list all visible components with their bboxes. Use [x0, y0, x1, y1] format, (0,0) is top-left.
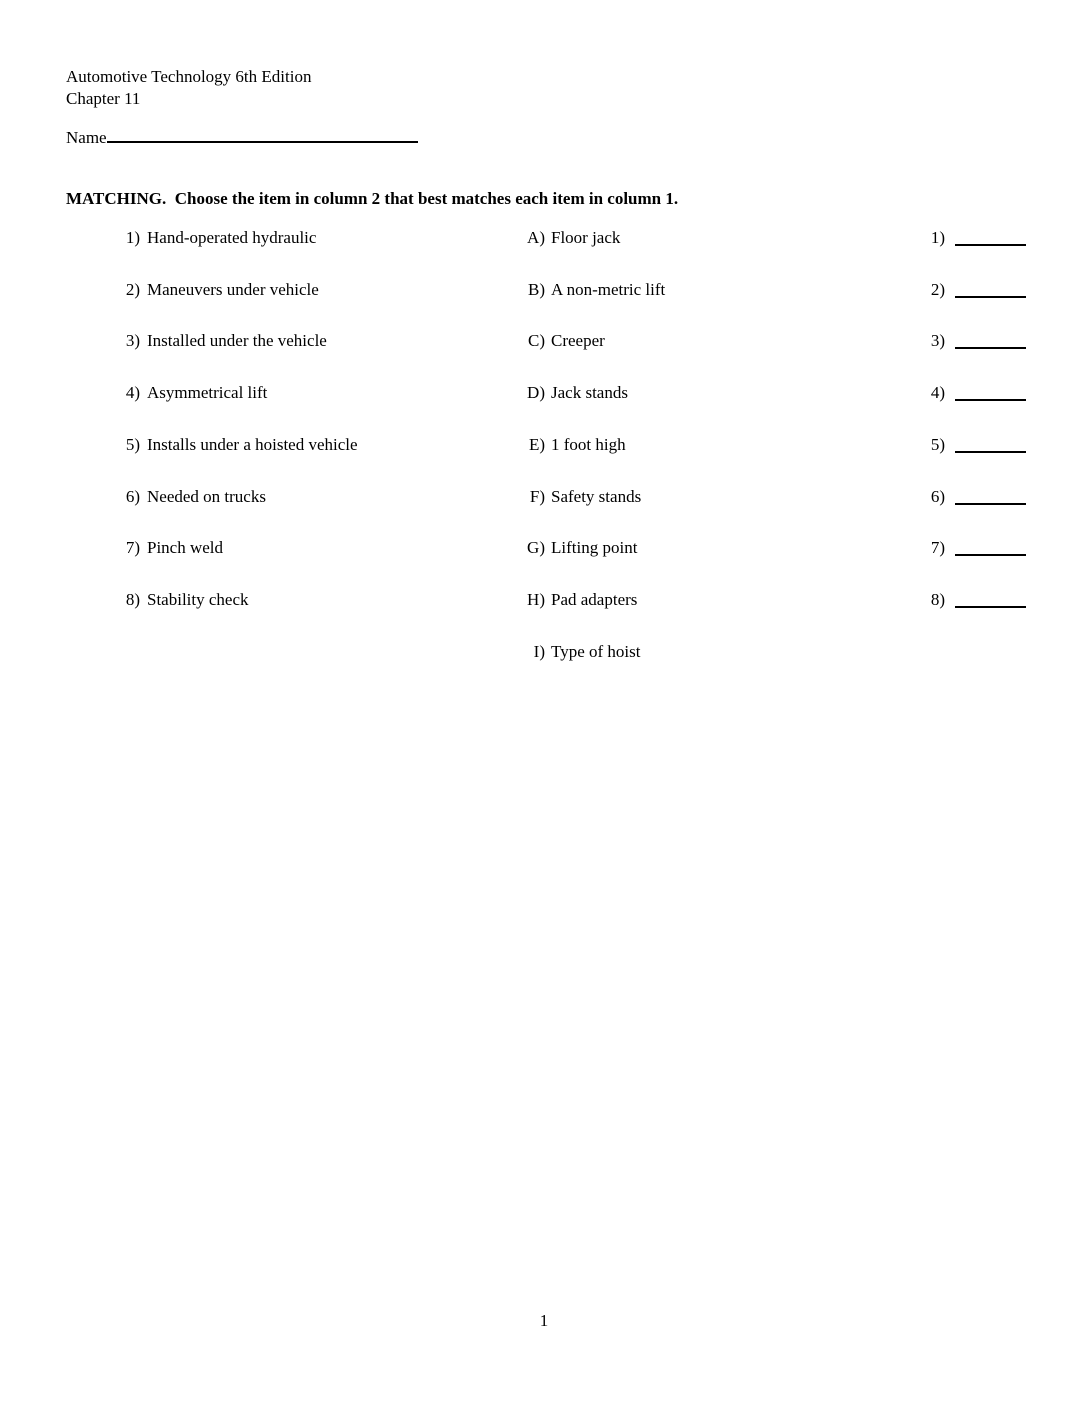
col1-number: 8) — [125, 590, 140, 609]
col2-item: Type of hoist — [551, 642, 641, 661]
match-row-5 — [0, 434, 1088, 456]
col1-number: 1) — [125, 228, 140, 247]
name-blank-line[interactable] — [107, 124, 418, 143]
answer-number: 5) — [930, 435, 945, 454]
col2-letter: F) — [529, 487, 545, 506]
match-row-7 — [0, 537, 1088, 559]
page-number: 1 — [539, 1311, 549, 1330]
col1-number: 3) — [125, 331, 140, 350]
answer-blank-line[interactable] — [955, 330, 1026, 349]
match-row-1 — [0, 227, 1088, 249]
document-title: Automotive Technology 6th Edition — [66, 67, 312, 86]
col1-item: Asymmetrical lift — [147, 383, 268, 402]
col2-letter: B) — [528, 280, 545, 299]
col2-item: 1 foot high — [551, 435, 626, 454]
answer-number: 2) — [930, 280, 945, 299]
match-row-8 — [0, 589, 1088, 611]
answer-blank-line[interactable] — [955, 486, 1026, 505]
col1-number: 7) — [125, 538, 140, 557]
document-header — [66, 66, 311, 110]
col2-item: A non-metric lift — [551, 280, 666, 299]
col2-item: Safety stands — [551, 487, 642, 506]
col1-number: 6) — [125, 487, 140, 506]
answer-number: 3) — [930, 331, 945, 350]
match-row-4 — [0, 382, 1088, 404]
col2-letter: D) — [527, 383, 545, 402]
col2-item: Creeper — [551, 331, 605, 350]
col1-item: Pinch weld — [147, 538, 224, 557]
answer-blank-line[interactable] — [955, 537, 1026, 556]
col1-item: Needed on trucks — [147, 487, 266, 506]
answer-blank-line[interactable] — [955, 279, 1026, 298]
answer-number: 1) — [930, 228, 945, 247]
matching-instructions: MATCHING. Choose the item in column 2 that best matches each item in column 1. — [66, 189, 679, 208]
col2-item: Lifting point — [551, 538, 638, 557]
col2-letter: I) — [533, 642, 545, 661]
col2-letter: E) — [528, 435, 545, 454]
answer-number: 6) — [930, 487, 945, 506]
col2-letter: C) — [528, 331, 545, 350]
answer-number: 7) — [930, 538, 945, 557]
document-chapter: Chapter 11 — [66, 89, 141, 108]
col1-item: Stability check — [147, 590, 249, 609]
col1-number: 2) — [125, 280, 140, 299]
col1-item: Maneuvers under vehicle — [147, 280, 319, 299]
answer-number: 4) — [930, 383, 945, 402]
name-row — [66, 124, 418, 149]
col2-item: Jack stands — [551, 383, 628, 402]
col1-item: Installs under a hoisted vehicle — [147, 435, 358, 454]
match-row-9 — [0, 641, 1088, 663]
answer-blank-line[interactable] — [955, 589, 1026, 608]
match-row-6 — [0, 486, 1088, 508]
answer-number: 8) — [930, 590, 945, 609]
match-row-2 — [0, 279, 1088, 301]
col1-number: 5) — [125, 435, 140, 454]
answer-blank-line[interactable] — [955, 227, 1026, 246]
answer-blank-line[interactable] — [955, 434, 1026, 453]
col2-letter: H) — [527, 590, 545, 609]
answer-blank-line[interactable] — [955, 382, 1026, 401]
col2-item: Pad adapters — [551, 590, 638, 609]
col1-item: Installed under the vehicle — [147, 331, 327, 350]
col2-letter: A) — [527, 228, 545, 247]
name-label: Name — [66, 128, 107, 147]
col2-item: Floor jack — [551, 228, 621, 247]
col1-item: Hand-operated hydraulic — [147, 228, 317, 247]
match-row-3 — [0, 330, 1088, 352]
col2-letter: G) — [527, 538, 545, 557]
col1-number: 4) — [125, 383, 140, 402]
